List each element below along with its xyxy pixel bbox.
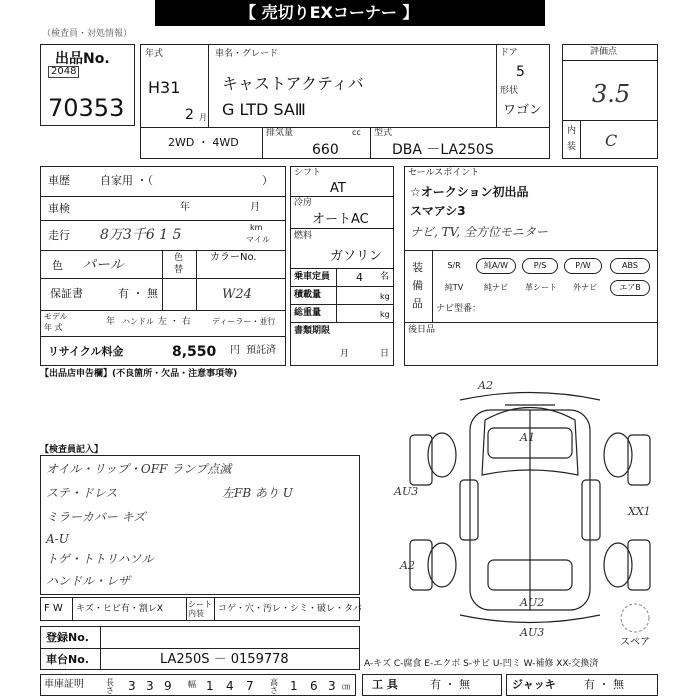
paint-label-1: 色 bbox=[174, 253, 184, 263]
equip-ps: P/S bbox=[522, 258, 558, 274]
jack-value: 有 ・ 無 bbox=[584, 678, 624, 691]
load-label: 積載量 bbox=[294, 290, 322, 300]
modification-label: 後日品 bbox=[408, 325, 436, 335]
inspection-month: 月 bbox=[250, 202, 260, 213]
gross-label: 総重量 bbox=[294, 308, 322, 318]
inspection-year: 年 bbox=[180, 202, 190, 213]
equip-abs: ABS bbox=[610, 258, 650, 274]
cert-hei-label: 高さ bbox=[270, 678, 278, 695]
score-value: 3.5 bbox=[592, 80, 631, 108]
interior-label-2: 装 bbox=[567, 142, 577, 152]
inspector-line-4: A-U bbox=[46, 532, 69, 546]
notes-header: 【出品店申告欄】(不良箇所・欠品・注意事項等) bbox=[40, 369, 238, 379]
lot-small-number: 2048 bbox=[48, 66, 79, 78]
model-year-dealer: ディーラー・並行 bbox=[212, 317, 276, 326]
registration-label: 登録No. bbox=[46, 631, 89, 644]
fw-text: キズ・ヒビ有・割レX bbox=[76, 604, 163, 614]
chassis-value: LA250S － 0159778 bbox=[160, 652, 289, 667]
recycle-label: リサイクル料金 bbox=[48, 345, 124, 358]
jack-label: ジャッキ bbox=[512, 678, 556, 691]
sales-point-label: セールスポイント bbox=[408, 168, 480, 178]
interior-label-1: 内 bbox=[567, 126, 577, 136]
capacity-unit: 名 bbox=[380, 272, 390, 282]
mark-a2-left: A2 bbox=[400, 559, 415, 572]
model-label: 型式 bbox=[374, 128, 393, 138]
mileage-value: 8万3千6 1 5 bbox=[100, 227, 182, 243]
mileage-unit-km: km bbox=[250, 223, 263, 232]
docs-month: 月 bbox=[340, 349, 350, 359]
ac-label: 冷房 bbox=[294, 198, 313, 208]
doors-label: ドア bbox=[500, 48, 518, 58]
color-code-label: カラーNo. bbox=[210, 252, 257, 263]
model-year-handle: ハンドル bbox=[122, 317, 154, 326]
cert-hei-3: 3 bbox=[328, 679, 336, 693]
equip-label-1: 装 bbox=[412, 261, 423, 274]
equip-tv: 純TV bbox=[444, 283, 464, 292]
car-label: 車名・グレード bbox=[215, 49, 279, 59]
equip-leather: 革シート bbox=[525, 283, 557, 292]
fuel-value: ガソリン bbox=[330, 249, 383, 264]
year-month: 2 bbox=[185, 107, 194, 123]
cert-hei-1: 1 bbox=[290, 679, 298, 693]
mark-au3-bottom: AU3 bbox=[520, 626, 545, 639]
recycle-value: 8,550 bbox=[172, 344, 217, 360]
capacity-label: 乗車定員 bbox=[294, 272, 331, 282]
cert-len-3: 9 bbox=[164, 679, 172, 693]
cert-len-label: 長さ bbox=[106, 678, 114, 695]
displacement-label: 排気量 bbox=[266, 128, 294, 138]
history-value: 自家用 ・（ bbox=[100, 174, 153, 187]
year-month-unit: 月 bbox=[199, 113, 207, 122]
color-label: 色 bbox=[52, 259, 63, 272]
history-label: 車歴 bbox=[48, 174, 70, 187]
mileage-unit-mile: マイル bbox=[246, 235, 270, 244]
recycle-note: 預託済 bbox=[246, 345, 276, 356]
model-year-l1: モデル bbox=[44, 312, 68, 321]
shape-value: ワゴン bbox=[503, 103, 543, 118]
model-year-year: 年 bbox=[106, 317, 116, 327]
gross-unit: kg bbox=[380, 310, 390, 319]
cert-len-1: 3 bbox=[128, 679, 136, 693]
capacity-value: 4 bbox=[356, 271, 363, 284]
displacement-unit: cc bbox=[352, 128, 361, 137]
mark-a1: A1 bbox=[520, 431, 535, 444]
recycle-unit: 円 bbox=[230, 345, 240, 356]
banner-title: 【 売切りEXコーナー 】 bbox=[240, 3, 419, 22]
inspector-line-6: ハンドル・レザ bbox=[46, 574, 131, 588]
car-name: キャストアクティバ bbox=[222, 74, 364, 93]
lot-label: 出品No. bbox=[55, 51, 110, 67]
tools-label: 工 具 bbox=[372, 678, 398, 691]
fuel-label: 燃料 bbox=[294, 231, 313, 241]
model-value: DBA －LA250S bbox=[392, 142, 494, 158]
sales-point-line3: ナビ, TV, 全方位モニター bbox=[410, 225, 548, 239]
lot-number: 70353 bbox=[48, 94, 125, 122]
equip-aw: 純A/W bbox=[476, 258, 516, 274]
inspection-label: 車検 bbox=[48, 202, 70, 215]
inspector-side-note: 左FB あり U bbox=[222, 486, 293, 500]
inspector-header: 【検査員記入】 bbox=[40, 445, 104, 455]
color-value: パール bbox=[82, 257, 124, 273]
inspector-line-5: トゲ・トトリハソル bbox=[46, 552, 154, 566]
cert-wid-1: 1 bbox=[206, 679, 214, 693]
inspector-line-2: ステ・ドレス bbox=[46, 486, 118, 500]
tools-value: 有 ・ 無 bbox=[430, 678, 470, 691]
sales-point-line2: スマアシ3 bbox=[410, 204, 466, 218]
equip-ext-navi: 外ナビ bbox=[573, 283, 597, 292]
interior-legend-text: コゲ・穴・汚レ・シミ・破レ・タバ bbox=[218, 604, 362, 614]
sales-point-line1: ☆オークション初出品 bbox=[410, 185, 529, 199]
mark-a2-top: A2 bbox=[478, 379, 493, 392]
score-label: 評価点 bbox=[590, 47, 618, 57]
cert-box bbox=[40, 674, 356, 696]
navi-model-label: ナビ型番： bbox=[436, 304, 482, 314]
color-code-value: W24 bbox=[222, 287, 252, 302]
equip-pw: P/W bbox=[564, 258, 602, 274]
ac-value: オートAC bbox=[312, 212, 369, 227]
cert-wid-label: 幅 bbox=[188, 680, 196, 689]
displacement-value: 660 bbox=[312, 142, 339, 158]
equip-airbag: エアB bbox=[610, 280, 650, 296]
history-close: ） bbox=[262, 174, 273, 187]
equip-navi: 純ナビ bbox=[484, 283, 508, 292]
interior-legend-label: シート内装 bbox=[188, 600, 212, 618]
load-unit: kg bbox=[380, 292, 390, 301]
mark-xx1: XX1 bbox=[628, 505, 651, 518]
equip-label-2: 備 bbox=[412, 279, 423, 292]
mark-au3-left: AU3 bbox=[394, 485, 419, 498]
chassis-label: 車台No. bbox=[46, 653, 89, 666]
top-note: （検査員・対処情報） bbox=[42, 29, 133, 39]
interior-value: C bbox=[605, 131, 618, 150]
cert-label: 車庫証明 bbox=[44, 679, 84, 690]
docs-day: 日 bbox=[380, 349, 390, 359]
equip-sr: S/R bbox=[447, 261, 461, 270]
paint-label-2: 替 bbox=[174, 265, 184, 275]
model-year-lr: 左 ・ 右 bbox=[158, 317, 191, 327]
model-year-l2: 年 式 bbox=[44, 323, 63, 332]
warranty-value: 有 ・ 無 bbox=[118, 287, 158, 300]
inspector-line-1: オイル・リップ・OFF ランプ点滅 bbox=[46, 462, 232, 476]
spare-label: スペア bbox=[620, 637, 650, 648]
equip-label-3: 品 bbox=[412, 297, 423, 310]
cert-unit: ㎝ bbox=[342, 682, 350, 691]
inspector-line-3: ミラーカバー キズ bbox=[46, 510, 146, 524]
warranty-label: 保証書 bbox=[50, 287, 83, 300]
mileage-label: 走行 bbox=[48, 229, 70, 242]
code-legend: A-キズ C-腐食 E-エクボ S-サビ U-凹ミ W-補修 XX-交換済 bbox=[364, 659, 599, 669]
cert-wid-2: 4 bbox=[226, 679, 234, 693]
year-label: 年式 bbox=[145, 49, 164, 59]
drive-type: 2WD ・ 4WD bbox=[168, 136, 239, 149]
car-grade: G LTD SAⅢ bbox=[222, 100, 306, 119]
docs-label: 書類期限 bbox=[294, 326, 331, 336]
shift-label: シフト bbox=[294, 168, 322, 178]
cert-hei-2: 6 bbox=[310, 679, 318, 693]
cert-len-2: 3 bbox=[146, 679, 154, 693]
doors-value: 5 bbox=[516, 64, 525, 80]
fw-label: F W bbox=[44, 603, 63, 614]
mark-au2: AU2 bbox=[520, 596, 545, 609]
shape-label: 形状 bbox=[500, 86, 519, 96]
shift-value: AT bbox=[330, 181, 346, 196]
cert-wid-3: 7 bbox=[246, 679, 254, 693]
year-era: H31 bbox=[148, 78, 181, 97]
